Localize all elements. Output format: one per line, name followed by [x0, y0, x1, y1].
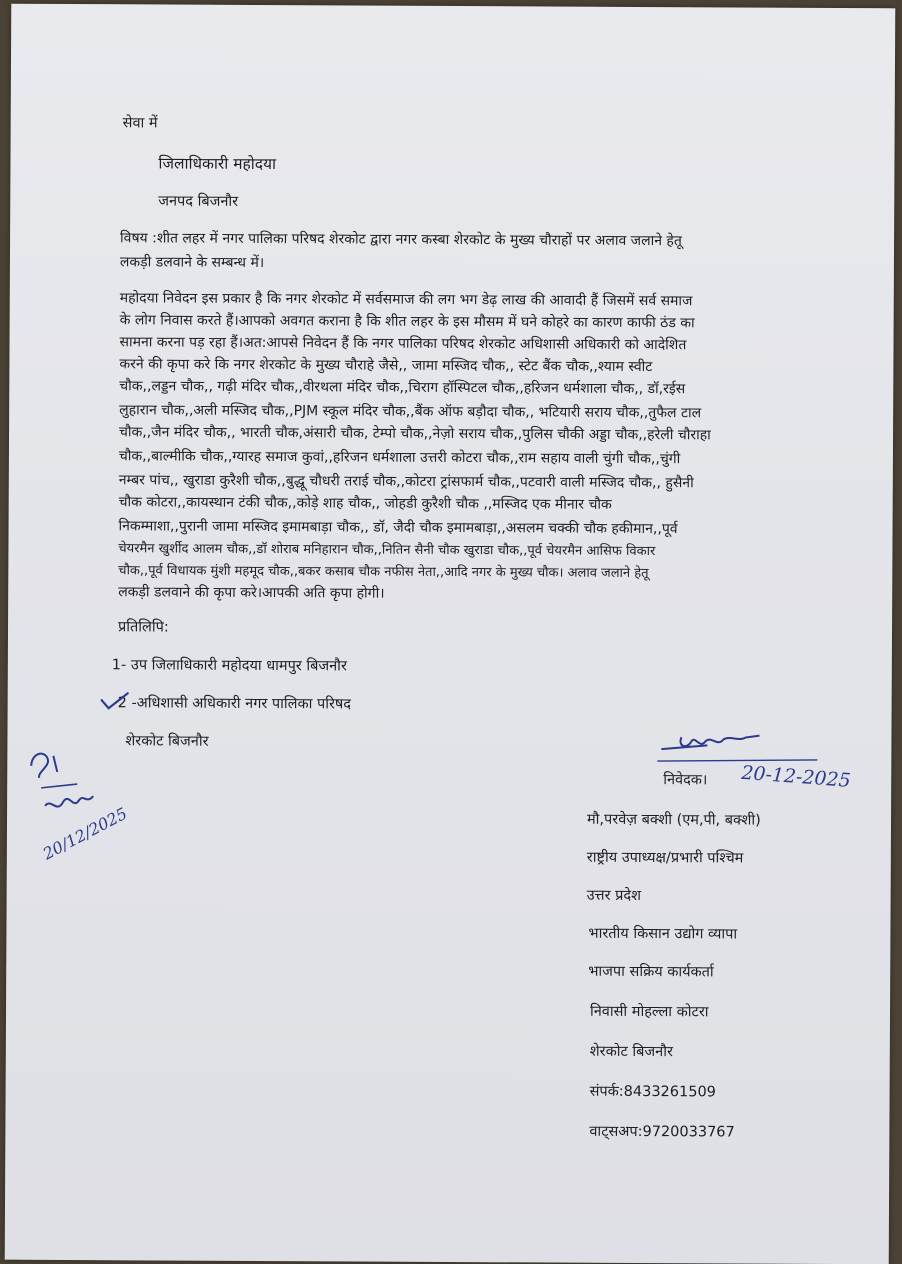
copy-heading: प्रतिलिपि: [117, 619, 169, 636]
body-line: चौक,,बाल्मीकि चौक,,ग्यारह समाज कुवां,,हरिजन धर्मशाला उत्तरी कोटरा चौक,,राम सहाय वाली चुंगी चौक,,चुंगी [118, 448, 681, 468]
copy-recipient-2-place: शेरकोट बिजनौर [125, 733, 209, 750]
body-line: निकम्माशा,,पुरानी जामा मस्जिद इमामबाड़ा चौक,, डॉ, जैदी चौक इमामबाड़ा,,असलम चक्की चौक हकीमान,,पूर्व [118, 518, 678, 538]
body-line: नम्बर पांच,, खुराडा कुरैशी चौक,,बुद्धू चौधरी तराई चौक,,कोटरा ट्रांसफार्म चौक,,पटवारी वाली मस्जिद चौक,, हुसैनी [118, 472, 694, 492]
marginal-note-scribble [17, 744, 158, 875]
addressee: जिलाधिकारी महोदया [158, 154, 277, 174]
body-line: लुहारान चौक,,अली मस्जिद चौक,,PJM स्कूल मंदिर चौक,,बैंक ऑफ बड़ौदा चौक,, भटियारी सराय चौक,,तुफैल टाल [119, 402, 702, 422]
body-line: चेयरमैन खुर्शीद आलम चौक,,डॉ शोराब मनिहारान चौक,,नितिन सैनी चौक खुराडा चौक,,पूर्व चेयरमैन आसिफ विकार [118, 541, 656, 560]
body-line: चौक,,लड्डन चौक,, गढ़ी मंदिर चौक,,वीरथला मंदिर चौक,,चिराग हॉस्पिटल चौक,,हरिजन धर्मशाला चौक,, डॉ,रईस [119, 378, 686, 398]
sender-line: राष्ट्रीय उपाध्यक्ष/प्रभारी पश्चिम [586, 849, 744, 867]
sender-line: भारतीय किसान उद्योग व्यापा [588, 925, 738, 943]
sender-line: भाजपा सक्रिय कार्यकर्ता [588, 963, 714, 981]
sender-contact: संपर्क:8433261509 [589, 1083, 716, 1101]
copy-recipient-1: 1- उप जिलाधिकारी महोदया धामपुर बिजनौर [111, 657, 347, 675]
body-line: के लोग निवास करते हैं।आपको अवगत कराना है कि शीत लहर के इस मौसम में घने कोहरे का कारण काफी ठंड का [119, 312, 695, 332]
sender-line: उत्तर प्रदेश [586, 887, 642, 905]
body-line: चौक,,पूर्व विधायक मुंशी महमूद चौक,,बकर कसाब चौक नफीस नेता,,आदि नगर के मुख्य चौक। अलाव जलाने हेतू [118, 563, 649, 582]
sender-whatsapp: वाट्सअप:9720033767 [589, 1123, 735, 1141]
body-line: करने की कृपा करे कि नगर शेरकोट के मुख्य चौराहे जैसे,, जामा मस्जिद चौक,, स्टेट बैंक चौक,,श्याम स्वीट [119, 356, 653, 376]
subject-line: विषय :शीत लहर में नगर पालिका परिषद शेरकोट द्वारा नगर कस्बा शेरकोट के मुख्य चौराहों पर अलाव जलाने हेतू [120, 230, 682, 250]
signature [647, 725, 827, 772]
sender-line: शेरकोट बिजनौर [589, 1043, 673, 1061]
signature-date: 20-12-2025 [740, 761, 852, 792]
body-line: महोदया निवेदन इस प्रकार है कि नगर शेरकोट में सर्वसमाज की लग भग डेढ़ लाख की आवादी हैं जिसमें सर्व समाज [119, 290, 693, 310]
tick-mark-icon [100, 690, 130, 712]
stamp-date: 20/12/2025 [39, 803, 131, 864]
subject-line: लकड़ी डलवाने के सम्बन्ध में। [119, 254, 265, 272]
salutation: सेवा में [122, 115, 158, 132]
body-line: चौक,,जैन मंदिर चौक,, भारती चौक,अंसारी चौक, टेम्पो चौक,,नेज़ो सराय चौक,,पुलिस चौकी अड्डा चौक,,हरेली चौराहा [119, 424, 711, 444]
sender-line: निवासी मोहल्ला कोटरा [589, 1003, 709, 1021]
body-line: सामना करना पड़ रहा हैं।अत:आपसे निवेदन हैं कि नगर पालिका परिषद शेरकोट अधिशासी अधिकारी को आदेशित [119, 334, 687, 354]
sender-name: मौ,परवेज़ बक्शी (एम,पी, बक्शी) [586, 811, 761, 829]
body-line: लकड़ी डलवाने की कृपा करे।आपकी अति कृपा होगी। [118, 584, 385, 602]
copy-recipient-2: 2 -अधिशासी अधिकारी नगर पालिका परिषद [117, 695, 352, 713]
body-line: चौक कोटरा,,कायस्थान टंकी चौक,,कोड़े शाह चौक,, जोहडी कुरैशी चौक ,,मस्जिद एक मीनार चौक [118, 494, 612, 513]
letter-page [5, 4, 896, 1264]
district: जनपद बिजनौर [158, 193, 239, 210]
sender-label: निवेदक। [663, 772, 708, 789]
